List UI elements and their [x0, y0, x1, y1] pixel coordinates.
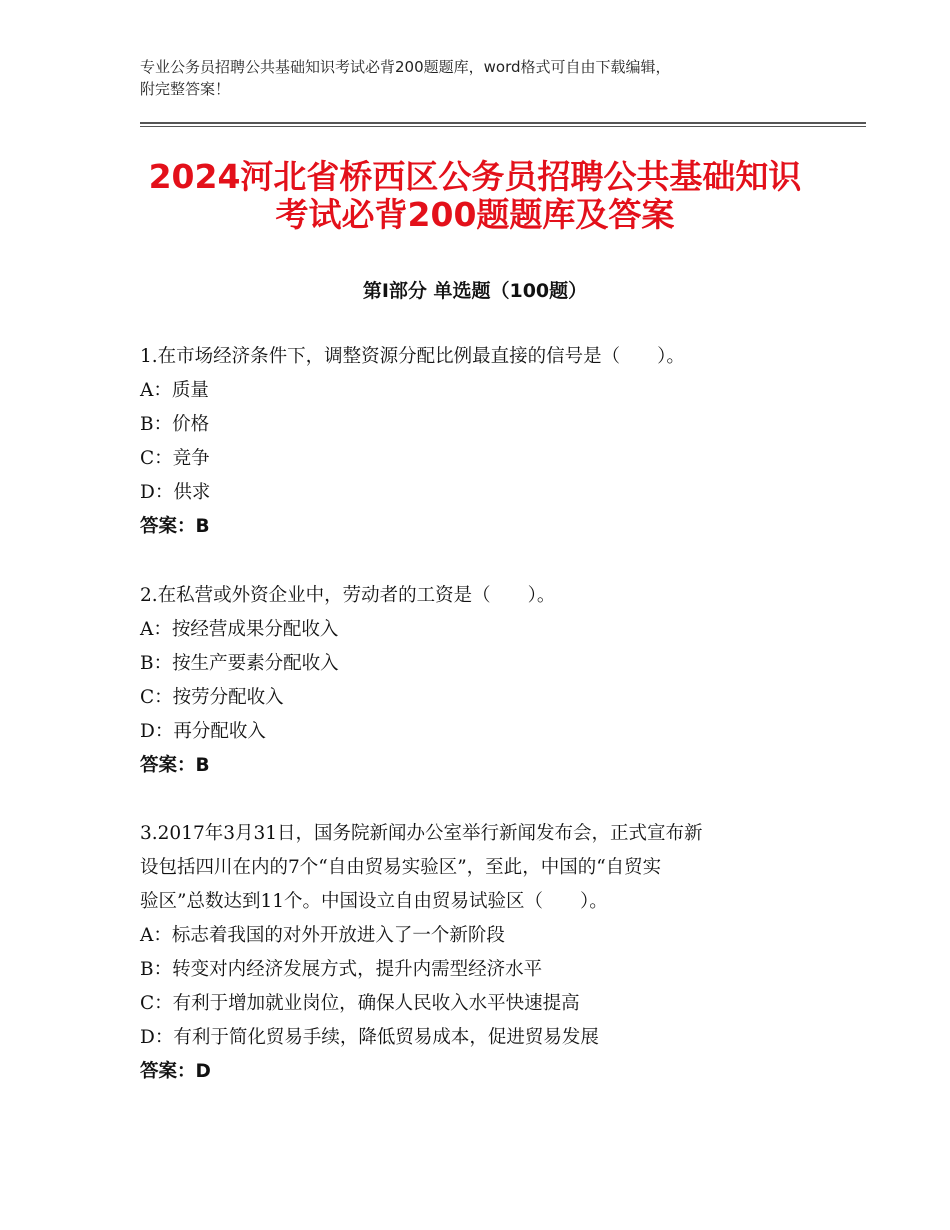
question-2-answer: 答案：B	[140, 755, 210, 776]
document-title	[100, 158, 850, 234]
question-2-stem: 2.在私营或外资企业中，劳动者的工资是（ ）。	[140, 585, 556, 606]
section-heading: 第Ⅰ部分 单选题（100题）	[362, 280, 588, 302]
question-3	[140, 817, 820, 1089]
question-3-stem-line-3: 验区”总数达到11个。中国设立自由贸易试验区（ ）。	[140, 891, 608, 912]
header-note-line-1: 专业公务员招聘公共基础知识考试必背200题题库，word格式可自由下载编辑，	[140, 58, 671, 76]
question-1-stem: 1.在市场经济条件下，调整资源分配比例最直接的信号是（ ）。	[140, 346, 685, 367]
question-3-option-c: C：有利于增加就业岗位，确保人民收入水平快速提高	[140, 993, 580, 1014]
question-3-option-a: A：标志着我国的对外开放进入了一个新阶段	[140, 925, 505, 946]
header-note	[140, 56, 820, 100]
question-3-option-d: D：有利于简化贸易手续，降低贸易成本，促进贸易发展	[140, 1027, 599, 1048]
question-1	[140, 340, 820, 544]
question-2-option-b: B：按生产要素分配收入	[140, 653, 339, 674]
question-1-option-c: C：竞争	[140, 448, 210, 469]
title-line-2: 考试必背200题题库及答案	[275, 195, 675, 234]
header-divider-thick	[140, 122, 866, 124]
question-1-option-d: D：供求	[140, 482, 211, 503]
header-note-line-2: 附完整答案！	[140, 80, 231, 98]
question-3-answer: 答案：D	[140, 1061, 211, 1082]
question-1-answer: 答案：B	[140, 516, 210, 537]
question-1-option-b: B：价格	[140, 414, 210, 435]
header-divider-thin	[140, 126, 866, 127]
question-3-option-b: B：转变对内经济发展方式，提升内需型经济水平	[140, 959, 543, 980]
title-line-1: 2024河北省桥西区公务员招聘公共基础知识	[148, 157, 802, 196]
question-3-stem-line-1: 3.2017年3月31日，国务院新闻办公室举行新闻发布会，正式宣布新	[140, 823, 703, 844]
question-2-option-a: A：按经营成果分配收入	[140, 619, 339, 640]
question-3-stem-line-2: 设包括四川在内的7个“自由贸易实验区”，至此，中国的“自贸实	[140, 857, 662, 878]
question-2-option-c: C：按劳分配收入	[140, 687, 284, 708]
question-1-option-a: A：质量	[140, 380, 209, 401]
question-2	[140, 579, 820, 783]
question-2-option-d: D：再分配收入	[140, 721, 266, 742]
